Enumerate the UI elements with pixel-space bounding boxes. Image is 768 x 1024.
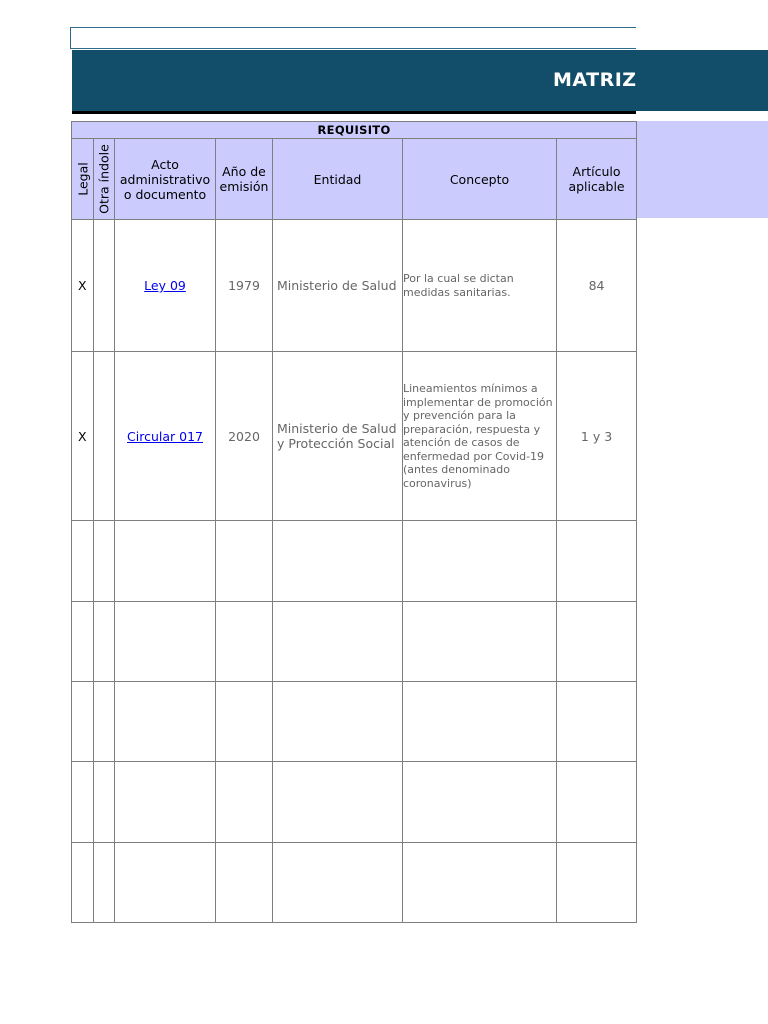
empty-cell[interactable] (273, 682, 403, 762)
empty-cell[interactable] (115, 602, 216, 682)
empty-cell[interactable] (403, 843, 557, 923)
col-concepto-header: Concepto (403, 139, 557, 220)
empty-cell[interactable] (115, 762, 216, 843)
empty-cell[interactable] (403, 682, 557, 762)
col-anio-header: Año de emisión (216, 139, 273, 220)
column-header-row (72, 139, 637, 220)
empty-cell[interactable] (94, 843, 115, 923)
group-header-row (72, 122, 637, 139)
empty-cell[interactable] (72, 762, 94, 843)
empty-row (72, 843, 637, 923)
empty-cell[interactable] (115, 521, 216, 602)
title-cell-border (70, 27, 636, 49)
anio-cell[interactable]: 2020 (216, 352, 273, 521)
empty-row (72, 762, 637, 843)
empty-cell[interactable] (273, 843, 403, 923)
empty-cell[interactable] (273, 602, 403, 682)
requirements-matrix (71, 121, 637, 923)
otra-cell[interactable] (94, 220, 115, 352)
empty-cell[interactable] (557, 682, 637, 762)
otra-cell[interactable] (94, 352, 115, 521)
articulo-cell[interactable]: 1 y 3 (557, 352, 637, 521)
empty-cell[interactable] (403, 521, 557, 602)
empty-cell[interactable] (273, 521, 403, 602)
empty-cell[interactable] (94, 521, 115, 602)
empty-cell[interactable] (216, 602, 273, 682)
empty-cell[interactable] (216, 762, 273, 843)
empty-cell[interactable] (216, 843, 273, 923)
page-title: MATRIZ (553, 69, 637, 91)
requisito-header: REQUISITO (72, 122, 637, 139)
empty-cell[interactable] (72, 521, 94, 602)
empty-cell[interactable] (403, 602, 557, 682)
col-acto-header: Acto administrativo o documento (115, 139, 216, 220)
empty-cell[interactable] (72, 602, 94, 682)
empty-cell[interactable] (94, 682, 115, 762)
col-articulo-header: Artículo aplicable (557, 139, 637, 220)
table-row (72, 220, 637, 352)
empty-cell[interactable] (94, 762, 115, 843)
header-fill-extension (636, 121, 768, 218)
col-legal-label: Legal (75, 162, 90, 196)
acto-link[interactable]: Circular 017 (127, 428, 203, 444)
empty-cell[interactable] (557, 521, 637, 602)
articulo-cell[interactable]: 84 (557, 220, 637, 352)
entidad-cell[interactable]: Ministerio de Salud y Protección Social (273, 352, 403, 521)
empty-cell[interactable] (403, 762, 557, 843)
col-otra-label: Otra índole (96, 144, 112, 214)
empty-cell[interactable] (216, 521, 273, 602)
empty-cell[interactable] (115, 682, 216, 762)
acto-cell[interactable] (115, 220, 216, 352)
anio-cell[interactable]: 1979 (216, 220, 273, 352)
entidad-cell[interactable]: Ministerio de Salud (273, 220, 403, 352)
empty-row (72, 521, 637, 602)
empty-cell[interactable] (557, 843, 637, 923)
empty-cell[interactable] (72, 843, 94, 923)
acto-cell[interactable] (115, 352, 216, 521)
col-otra-header (94, 139, 115, 220)
concepto-cell[interactable]: Lineamientos mínimos a implementar de promoción y prevención para la preparación, respuesta y atención de casos de enfermedad por Covid-19 (antes denominado coronavirus) (403, 352, 557, 521)
empty-cell[interactable] (216, 682, 273, 762)
empty-cell[interactable] (72, 682, 94, 762)
banner-underline (72, 111, 636, 114)
col-entidad-header: Entidad (273, 139, 403, 220)
empty-cell[interactable] (557, 602, 637, 682)
empty-row (72, 602, 637, 682)
table-row (72, 352, 637, 521)
col-legal-header (72, 139, 94, 220)
empty-cell[interactable] (115, 843, 216, 923)
legal-cell[interactable]: X (72, 220, 94, 352)
empty-row (72, 682, 637, 762)
acto-link[interactable]: Ley 09 (144, 278, 186, 293)
concepto-cell[interactable]: Por la cual se dictan medidas sanitarias. (403, 220, 557, 352)
empty-cell[interactable] (273, 762, 403, 843)
empty-cell[interactable] (94, 602, 115, 682)
empty-cell[interactable] (557, 762, 637, 843)
legal-cell[interactable]: X (72, 352, 94, 521)
